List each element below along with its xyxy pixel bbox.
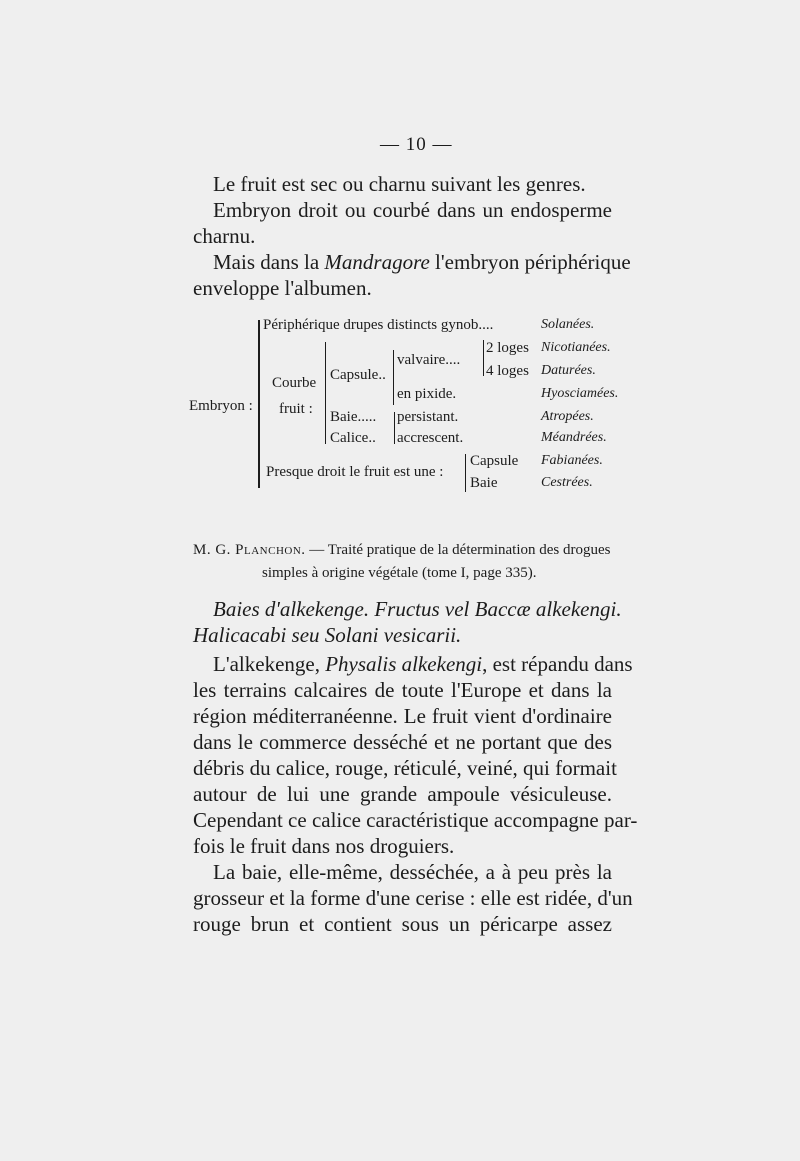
- body-line-1: [213, 651, 633, 677]
- label-calice: Calice..: [330, 430, 376, 446]
- family-cestrees: Cestrées.: [541, 475, 593, 490]
- body-line-4: dans le commerce desséché et ne portant que des: [193, 730, 612, 754]
- physalis-name: Physalis alkekengi: [325, 652, 483, 676]
- reference-line-2: simples à origine végétale (tome I, page 335).: [262, 565, 537, 581]
- label-persistant: persistant.: [397, 409, 459, 425]
- label-accrescent: accrescent.: [397, 430, 464, 446]
- reference-author: M. G. Planchon.: [193, 542, 306, 558]
- brace-embryon: [258, 320, 260, 488]
- label-en-pixide: en pixide.: [397, 386, 457, 402]
- intro-text: Mais dans la: [213, 250, 325, 274]
- family-solanees: Solanées.: [541, 317, 595, 332]
- section-heading-1: Baies d'alkekenge. Fructus vel Baccæ alkekengi.: [213, 597, 622, 621]
- brace-baie-calice: [394, 412, 395, 444]
- reference-line-1: [193, 540, 610, 561]
- family-atropees: Atropées.: [541, 409, 594, 424]
- brace-presque: [465, 454, 466, 492]
- family-meandrees: Méandrées.: [541, 430, 607, 445]
- family-daturees: Daturées.: [541, 363, 596, 378]
- body-line-10: grosseur et la forme d'une cerise : elle est ridée, d'un: [193, 886, 633, 910]
- intro-line-3: charnu.: [193, 224, 256, 248]
- body-line-2: les terrains calcaires de toute l'Europe et dans la: [193, 678, 612, 702]
- brace-fruit: [325, 342, 326, 444]
- intro-text: l'embryon périphérique: [429, 250, 631, 274]
- intro-line-2: Embryon droit ou courbé dans un endosperme: [213, 198, 612, 222]
- body-text: L'alkekenge,: [213, 652, 326, 676]
- brace-capsule: [393, 350, 394, 405]
- body-line-9: La baie, elle-même, desséchée, a à peu près la: [213, 860, 612, 884]
- label-embryon: Embryon :: [189, 398, 253, 414]
- intro-line-1: Le fruit est sec ou charnu suivant les genres.: [213, 172, 586, 196]
- section-heading-2: Halicacabi seu Solani vesicarii.: [193, 623, 462, 647]
- label-presque-droit: Presque droit le fruit est une :: [266, 464, 444, 480]
- brace-valvaire: [483, 340, 484, 376]
- reference-title: — Traité pratique de la détermination des drogues: [305, 542, 611, 558]
- family-fabianees: Fabianées.: [541, 453, 603, 468]
- family-hyosciamees: Hyosciamées.: [541, 386, 619, 401]
- body-text: , est répandu dans: [482, 652, 633, 676]
- body-line-5: débris du calice, rouge, réticulé, veiné, qui formait: [193, 756, 617, 780]
- family-nicotianees: Nicotianées.: [541, 340, 611, 355]
- label-baie: Baie.....: [330, 409, 377, 425]
- label-2-loges: 2 loges: [486, 340, 529, 356]
- label-fruit: fruit :: [279, 401, 313, 417]
- body-line-3: région méditerranéenne. Le fruit vient d'ordinaire: [193, 704, 612, 728]
- label-courbe: Courbe: [272, 375, 317, 391]
- intro-line-5: enveloppe l'albumen.: [193, 276, 372, 300]
- body-line-6: autour de lui une grande ampoule vésiculeuse.: [193, 782, 612, 806]
- body-line-8: fois le fruit dans nos droguiers.: [193, 834, 455, 858]
- page-number: — 10 —: [380, 134, 453, 155]
- body-line-7: Cependant ce calice caractéristique accompagne par-: [193, 808, 638, 832]
- label-4-loges: 4 loges: [486, 363, 529, 379]
- label-peripherique: Périphérique drupes distincts gynob....: [263, 317, 494, 333]
- mandragore-name: Mandragore: [324, 250, 430, 274]
- intro-line-4: [213, 249, 631, 275]
- label-baie-2: Baie: [470, 475, 498, 491]
- label-valvaire: valvaire....: [397, 352, 461, 368]
- label-capsule: Capsule..: [330, 367, 386, 383]
- label-capsule-2: Capsule: [470, 453, 519, 469]
- body-line-11: rouge brun et contient sous un péricarpe assez: [193, 912, 612, 936]
